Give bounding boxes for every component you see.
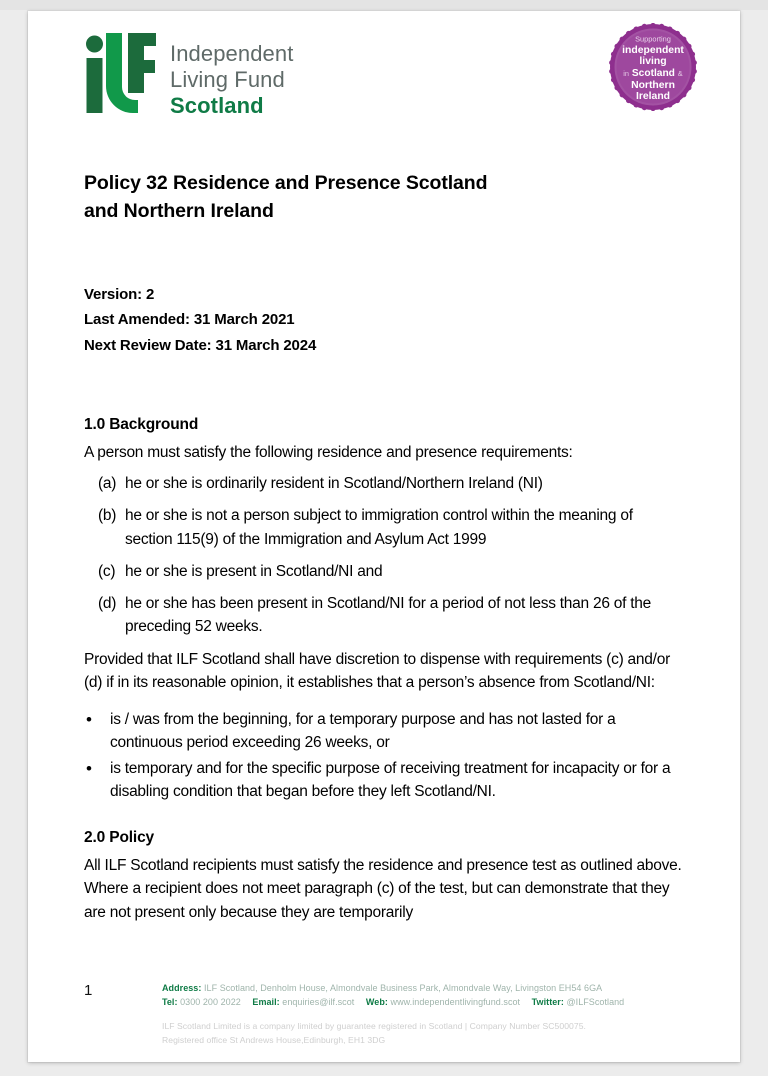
absence-conditions-list xyxy=(84,708,684,803)
email-value[interactable]: enquiries@ilf.scot xyxy=(282,996,355,1007)
page-title-line2: and Northern Ireland xyxy=(84,200,274,223)
list-item xyxy=(84,708,684,755)
seal-word-ampersand: & xyxy=(677,69,683,78)
document-metadata xyxy=(84,282,684,359)
bullet-icon: • xyxy=(86,758,92,778)
section-heading-policy: 2.0 Policy xyxy=(84,829,155,847)
seal-line-northern: Northern xyxy=(631,80,675,91)
seal-line-scotland xyxy=(623,68,682,79)
list-item-text: he or she has been present in Scotland/NI for a period of not less than 26 of the preceding 52 weeks. xyxy=(125,595,652,636)
address-label: Address: xyxy=(162,982,202,993)
document-body xyxy=(28,169,740,924)
seal-word-in: in xyxy=(623,69,630,78)
list-marker: (c) xyxy=(98,562,116,580)
seal-word-scotland: Scotland xyxy=(631,68,675,79)
list-item-text: he or she is ordinarily resident in Scotland/Northern Ireland (NI) xyxy=(125,475,543,493)
address-value: ILF Scotland, Denholm House, Almondvale Business Park, Almondvale Way, Livingston EH54 6GA xyxy=(203,982,603,993)
page-number: 1 xyxy=(84,981,93,999)
supporting-independent-living-badge xyxy=(609,23,697,111)
document-footer xyxy=(28,981,740,1048)
ilf-brand-lockup xyxy=(84,33,293,119)
web-label: Web: xyxy=(365,996,388,1007)
email-label: Email: xyxy=(252,996,280,1007)
brand-line-independent: Independent xyxy=(170,41,294,66)
list-item-text: he or she is present in Scotland/NI and xyxy=(125,562,383,580)
page-title-line1: Policy 32 Residence and Presence Scotland xyxy=(84,172,488,194)
list-marker: (d) xyxy=(98,595,117,613)
list-item-text: is / was from the beginning, for a temporary purpose and has not lasted for a continuous period exceeding 26 weeks, or xyxy=(110,711,616,752)
background-requirements-list xyxy=(84,472,684,639)
proviso-paragraph: Provided that ILF Scotland shall have discretion to dispense with requirements (c) and/or (d) if in its reasonable opinion, it establishes that a person’s absence from Scotland/NI: xyxy=(84,650,671,691)
policy-paragraph: All ILF Scotland recipients must satisfy the residence and presence test as outlined above. Where a recipient does not meet paragraph (c) of the test, but can demonstrate that they are not present only because they are temporarily xyxy=(84,857,682,921)
page-title xyxy=(84,169,604,226)
ilf-logo-icon xyxy=(84,33,156,113)
brand-line-scotland: Scotland xyxy=(170,92,264,118)
list-item xyxy=(84,757,684,804)
seal-line-independent: independent xyxy=(622,45,684,56)
web-value[interactable]: www.independentlivingfund.scot xyxy=(390,996,521,1007)
list-item xyxy=(84,592,684,639)
footer-address-line xyxy=(162,981,700,995)
list-item-text: is temporary and for the specific purpose of receiving treatment for incapacity or for a disabling condition that began before they left Scotland/NI. xyxy=(110,759,671,800)
footer-contact-line xyxy=(162,995,700,1009)
section-heading-background: 1.0 Background xyxy=(84,415,199,433)
legal-line-1: ILF Scotland Limited is a company limited by guarantee registered in Scotland | Company Number SC500075. xyxy=(162,1021,586,1032)
twitter-value[interactable]: @ILFScotland xyxy=(566,996,625,1007)
seal-line-supporting: Supporting xyxy=(635,34,671,44)
list-item xyxy=(84,560,684,583)
meta-next-review: Next Review Date: 31 March 2024 xyxy=(84,337,317,355)
list-item-text: he or she is not a person subject to immigration control within the meaning of section 115(9) of the Immigration and Asylum Act 1999 xyxy=(125,507,633,548)
list-item xyxy=(84,504,684,551)
footer-contact-block xyxy=(162,981,700,1009)
tel-label: Tel: xyxy=(162,996,178,1007)
legal-line-2: Registered office St Andrews House,Edinburgh, EH1 3DG xyxy=(162,1035,386,1046)
twitter-label: Twitter: xyxy=(531,996,564,1007)
list-item xyxy=(84,472,684,495)
list-marker: (a) xyxy=(98,475,117,493)
background-intro-paragraph: A person must satisfy the following residence and presence requirements: xyxy=(84,443,573,461)
list-marker: (b) xyxy=(98,507,117,525)
meta-last-amended: Last Amended: 31 March 2021 xyxy=(84,311,295,329)
meta-version: Version: 2 xyxy=(84,285,155,303)
document-header xyxy=(28,11,740,139)
tel-value: 0300 200 2022 xyxy=(180,996,241,1007)
footer-legal-block xyxy=(162,1020,700,1048)
ilf-brand-wordmark xyxy=(170,33,293,119)
document-page xyxy=(28,11,740,1062)
brand-line-living-fund: Living Fund xyxy=(170,66,285,92)
bullet-icon: • xyxy=(86,710,92,730)
seal-line-ireland: Ireland xyxy=(635,91,671,102)
seal-line-living: living xyxy=(639,56,667,67)
